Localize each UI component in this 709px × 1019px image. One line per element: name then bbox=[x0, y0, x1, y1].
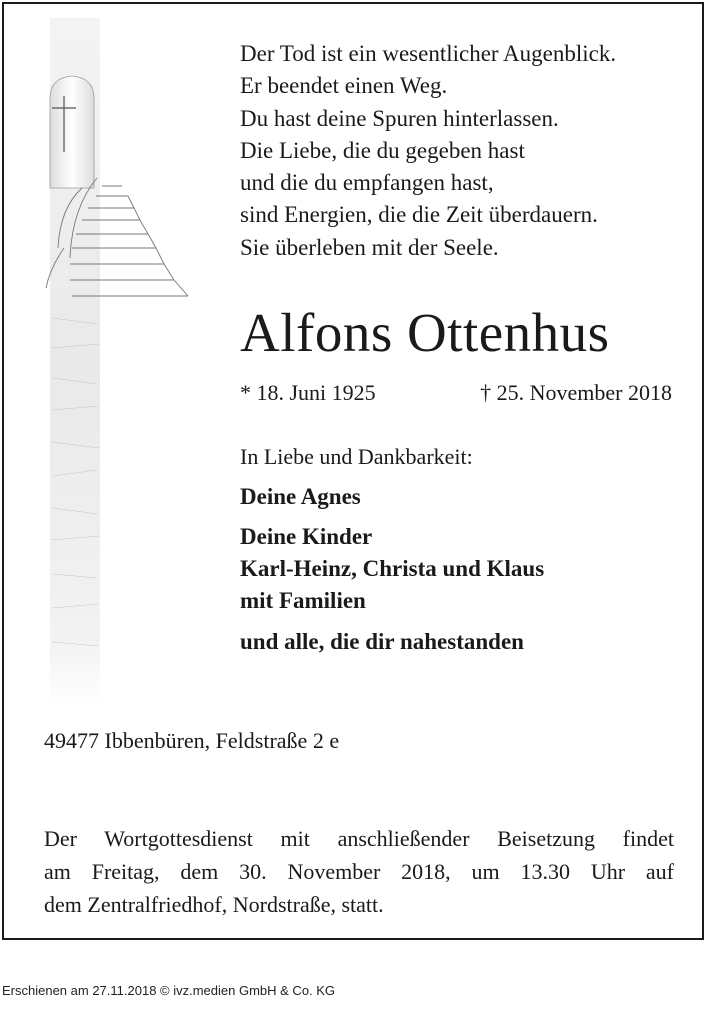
poem bbox=[240, 38, 616, 264]
poem-line: Er beendet einen Weg. bbox=[240, 73, 448, 99]
mourner-address: 49477 Ibbenbüren, Feldstraße 2 e bbox=[44, 728, 340, 753]
service-line: dem Zentralfriedhof, Nordstraße, statt. bbox=[44, 892, 384, 917]
children-title: Deine Kinder bbox=[240, 524, 373, 549]
poem-line: Der Tod ist ein wesentlicher Augenblick. bbox=[240, 41, 617, 66]
service-line: am Freitag, dem 30. November 2018, um 13.30 Uhr auf bbox=[44, 859, 674, 884]
poem-line: sind Energien, die die Zeit überdauern. bbox=[240, 202, 598, 228]
others-line: und alle, die dir nahestanden bbox=[240, 629, 524, 654]
children-suffix: mit Familien bbox=[240, 588, 366, 613]
poem-line: Die Liebe, die du gegeben hast bbox=[240, 137, 525, 163]
poem-line: und die du empfangen hast, bbox=[240, 170, 494, 196]
stairway-with-cross-illustration bbox=[42, 18, 202, 708]
funeral-service-notice bbox=[44, 822, 674, 921]
publication-footer: Erschienen am 27.11.2018 © ivz.medien GmbH & Co. KG bbox=[2, 983, 336, 998]
poem-line: Du hast deine Spuren hinterlassen. bbox=[240, 105, 559, 131]
spouse-line: Deine Agnes bbox=[240, 484, 361, 509]
mourners-intro: In Liebe und Dankbarkeit: bbox=[240, 444, 473, 469]
children-names: Karl-Heinz, Christa und Klaus bbox=[240, 556, 545, 581]
obituary-frame bbox=[2, 2, 704, 940]
service-line: Der Wortgottesdienst mit anschließender Beisetzung findet bbox=[44, 826, 674, 851]
death-date: † 25. November 2018 bbox=[480, 380, 672, 405]
deceased-name: Alfons Ottenhus bbox=[240, 302, 610, 363]
poem-line: Sie überleben mit der Seele. bbox=[240, 234, 499, 260]
birth-date: * 18. Juni 1925 bbox=[240, 380, 376, 405]
